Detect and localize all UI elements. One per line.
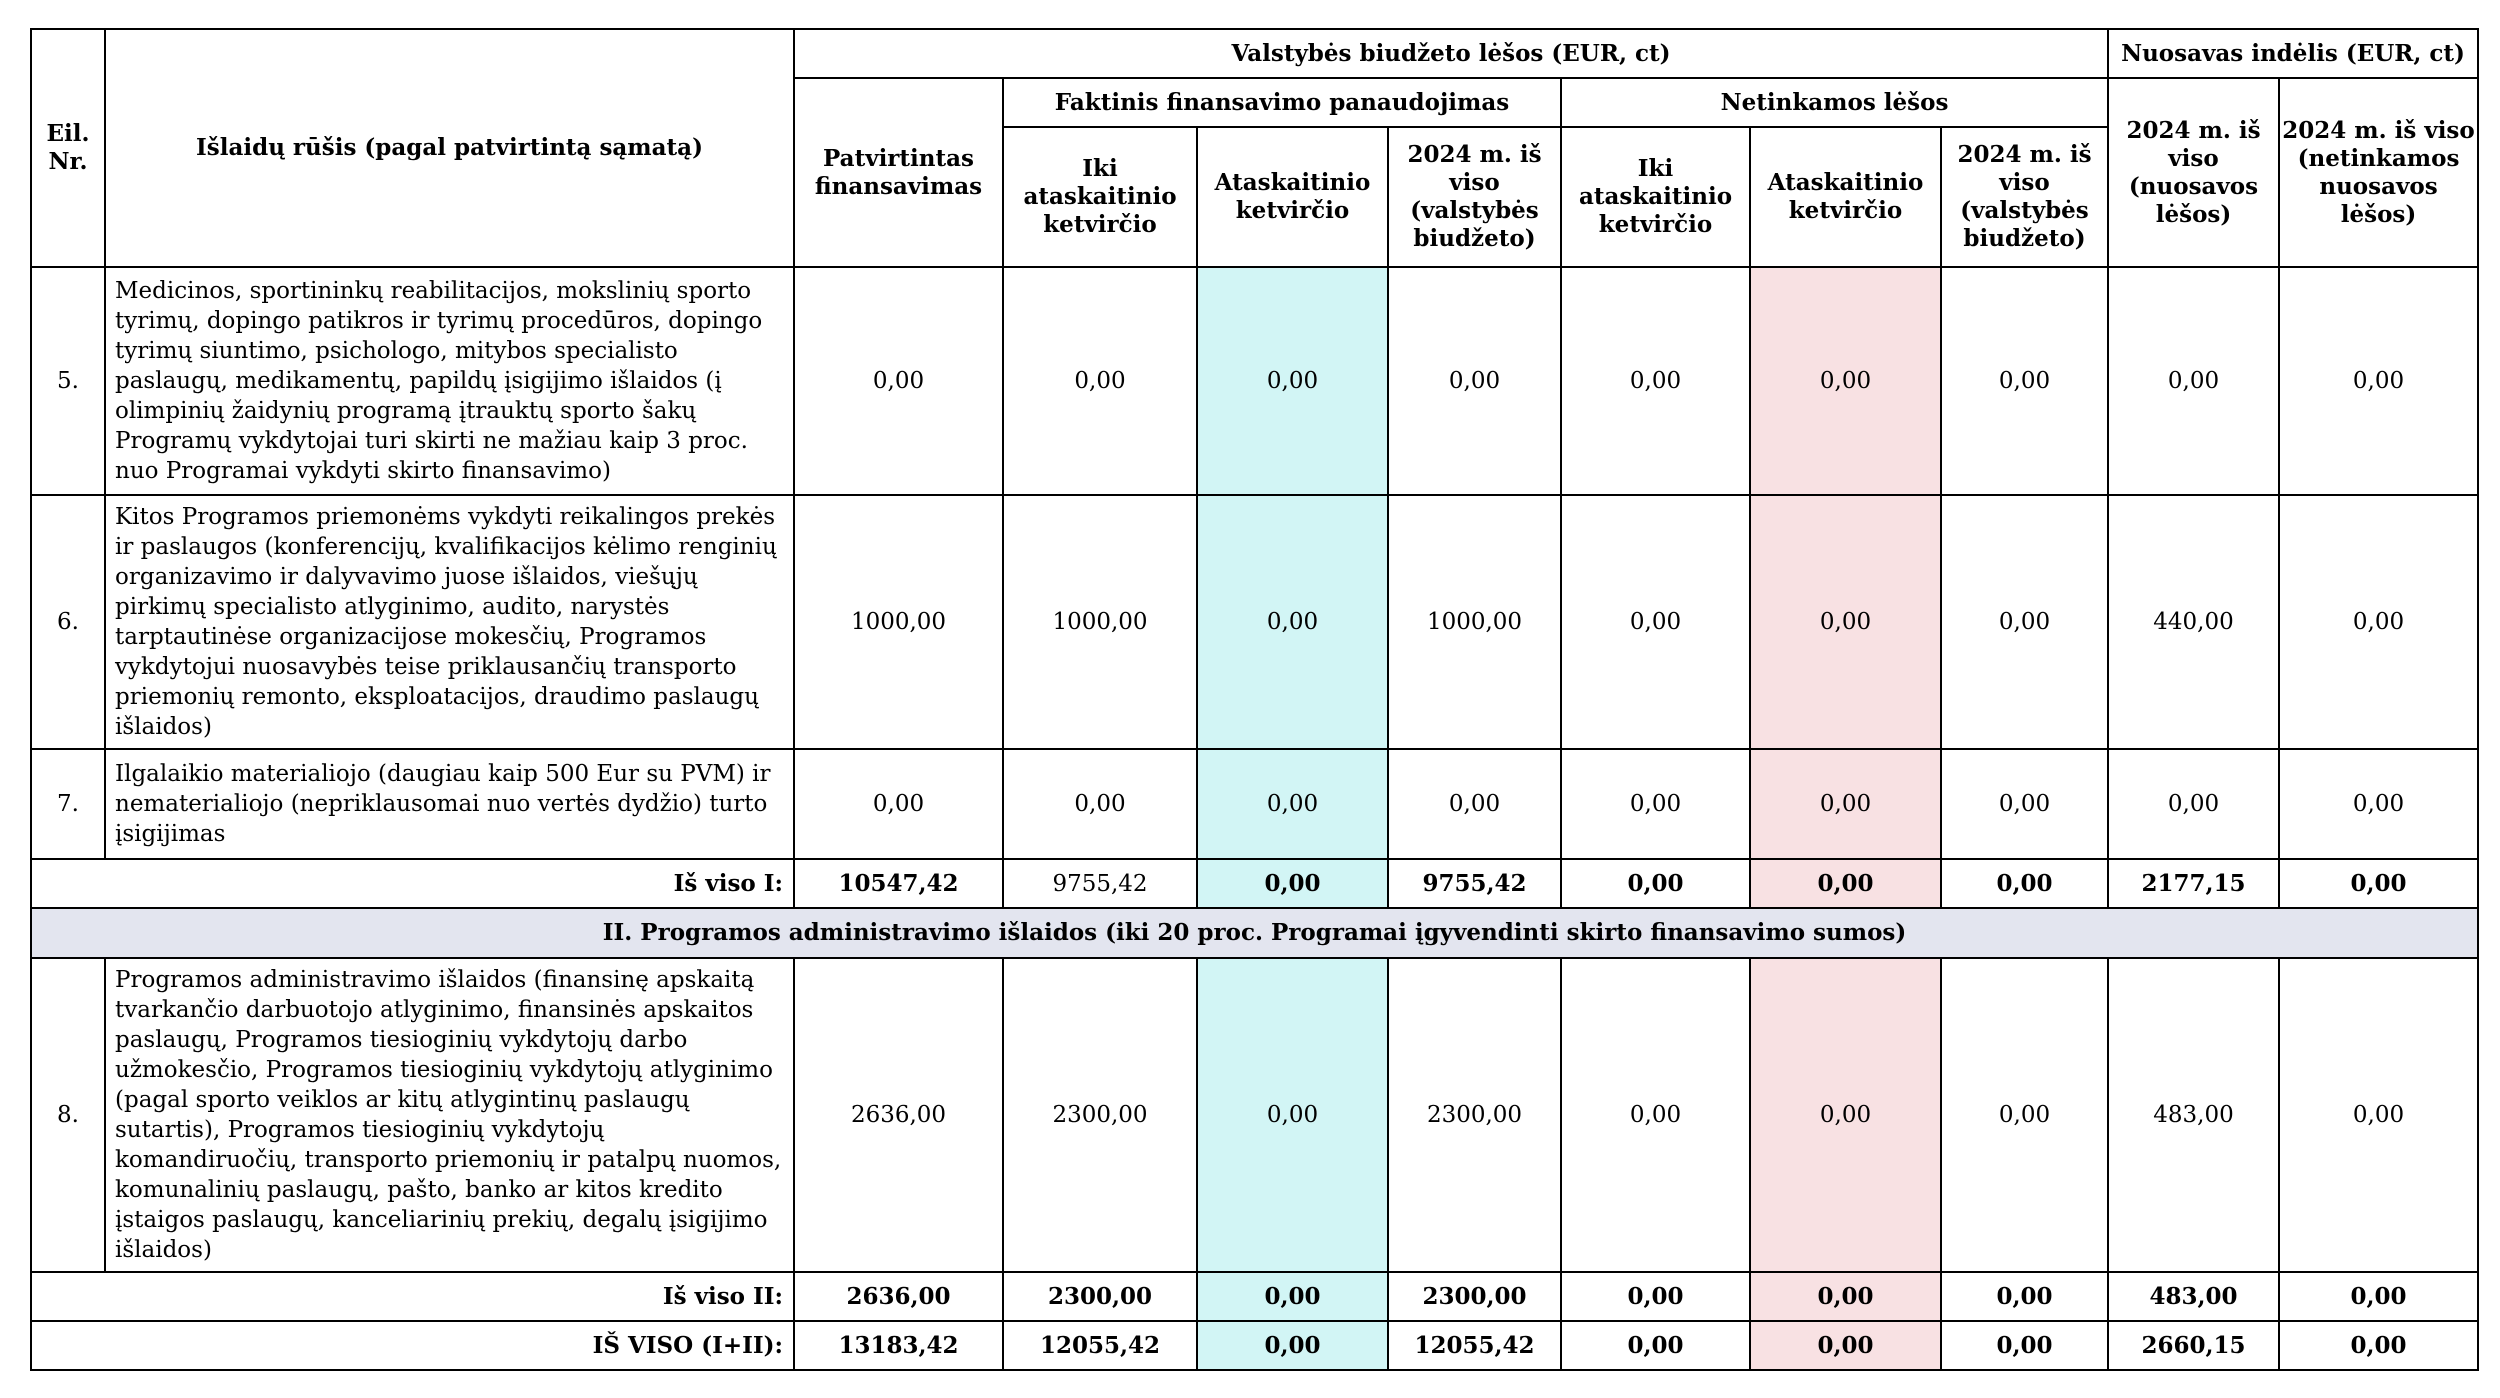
header-state-budget: Valstybės biudžeto lėšos (EUR, ct) [794, 29, 2108, 78]
total-ineligible-reporting-value: 0,00 [1750, 1272, 1941, 1321]
ineligible-until-value: 0,00 [1561, 495, 1750, 749]
own-total-2024-value: 440,00 [2108, 495, 2279, 749]
header-ineligible-reporting-quarter: Ataskaitinio ketvirčio [1750, 127, 1941, 267]
grand-total-own-ineligible-value: 0,00 [2279, 1321, 2478, 1370]
total-ineligible-until-value: 0,00 [1561, 1272, 1750, 1321]
ineligible-until-value: 0,00 [1561, 267, 1750, 495]
total-ineligible-2024-value: 0,00 [1941, 859, 2108, 908]
until-quarter-value: 0,00 [1003, 267, 1197, 495]
total-ineligible-2024-value: 0,00 [1941, 1272, 2108, 1321]
own-total-2024-value: 0,00 [2108, 267, 2279, 495]
header-ineligible-funds: Netinkamos lėšos [1561, 78, 2108, 127]
approved-financing-value: 2636,00 [794, 958, 1003, 1272]
grand-total-ineligible-2024-value: 0,00 [1941, 1321, 2108, 1370]
reporting-quarter-value: 0,00 [1197, 495, 1388, 749]
total-2024-state-value: 0,00 [1388, 267, 1561, 495]
total-approved-value: 2636,00 [794, 1272, 1003, 1321]
header-until-reporting-quarter: Iki ataskaitinio ketvirčio [1003, 127, 1197, 267]
total-approved-value: 10547,42 [794, 859, 1003, 908]
header-own-total-2024: 2024 m. iš viso (nuosavos lėšos) [2108, 78, 2279, 267]
own-total-2024-value: 0,00 [2108, 749, 2279, 859]
row-number: 6. [31, 495, 105, 749]
reporting-quarter-value: 0,00 [1197, 749, 1388, 859]
total-own-2024-value: 483,00 [2108, 1272, 2279, 1321]
ineligible-total-2024-value: 0,00 [1941, 958, 2108, 1272]
total-ineligible-reporting-value: 0,00 [1750, 859, 1941, 908]
until-quarter-value: 1000,00 [1003, 495, 1197, 749]
section-ii-row [31, 908, 2478, 958]
ineligible-reporting-value: 0,00 [1750, 749, 1941, 859]
total-own-ineligible-value: 0,00 [2279, 859, 2478, 908]
row-number: 7. [31, 749, 105, 859]
until-quarter-value: 2300,00 [1003, 958, 1197, 1272]
ineligible-total-2024-value: 0,00 [1941, 749, 2108, 859]
header-own-contribution: Nuosavas indėlis (EUR, ct) [2108, 29, 2478, 78]
grand-total-ineligible-until-value: 0,00 [1561, 1321, 1750, 1370]
table-row [31, 267, 2478, 495]
header-actual-use: Faktinis finansavimo panaudojimas [1003, 78, 1561, 127]
header-ineligible-total-2024: 2024 m. iš viso (valstybės biudžeto) [1941, 127, 2108, 267]
header-ineligible-until-quarter: Iki ataskaitinio ketvirčio [1561, 127, 1750, 267]
total-until-quarter-value: 9755,42 [1003, 859, 1197, 908]
row-number: 8. [31, 958, 105, 1272]
expense-description: Ilgalaikio materialiojo (daugiau kaip 500 Eur su PVM) ir nematerialiojo (nepriklausomai nuo vertės dydžio) turto įsigijimas [105, 749, 794, 859]
table-body [31, 267, 2478, 1370]
total-label: Iš viso I: [31, 859, 794, 908]
total-2024-state-value: 1000,00 [1388, 495, 1561, 749]
grand-total-row [31, 1321, 2478, 1370]
approved-financing-value: 0,00 [794, 267, 1003, 495]
total-own-ineligible-value: 0,00 [2279, 1272, 2478, 1321]
header-expense-type: Išlaidų rūšis (pagal patvirtintą sąmatą) [105, 29, 794, 267]
section-title: II. Programos administravimo išlaidos (iki 20 proc. Programai įgyvendinti skirto finansavimo sumos) [31, 908, 2478, 958]
total-2024-state-value: 9755,42 [1388, 859, 1561, 908]
total-reporting-quarter-value: 0,00 [1197, 1272, 1388, 1321]
own-ineligible-2024-value: 0,00 [2279, 267, 2478, 495]
expense-description: Programos administravimo išlaidos (finansinę apskaitą tvarkančio darbuotojo atlyginimo, finansinės apskaitos paslaugų, Programos tiesioginių vykdytojų darbo užmokesčio, Programos tiesioginių vykdytojų atlyginimo (pagal sporto veiklos ar kitų atlygintinų paslaugų sutartis), Programos tiesioginių vykdytojų komandiruočių, transporto priemonių ir patalpų nuomos, komunalinių paslaugų, pašto, banko ar kitos kredito įstaigos paslaugų, kanceliarinių prekių, degalų įsigijimo išlaidos) [105, 958, 794, 1272]
expense-description: Kitos Programos priemonėms vykdyti reikalingos prekės ir paslaugos (konferencijų, kvalifikacijos kėlimo renginių organizavimo ir dalyvavimo juose išlaidos, viešųjų pirkimų specialisto atlyginimo, audito, narystės tarptautinėse organizacijose mokesčių, Programos vykdytojui nuosavybės teise priklausančių transporto priemonių remonto, eksploatacijos, draudimo paslaugų išlaidos) [105, 495, 794, 749]
row-number: 5. [31, 267, 105, 495]
total-reporting-quarter-value: 0,00 [1197, 859, 1388, 908]
until-quarter-value: 0,00 [1003, 749, 1197, 859]
reporting-quarter-value: 0,00 [1197, 267, 1388, 495]
expense-description: Medicinos, sportininkų reabilitacijos, mokslinių sporto tyrimų, dopingo patikros ir tyrimų procedūros, dopingo tyrimų siuntimo, psichologo, mitybos specialisto paslaugų, medikamentų, papildų įsigijimo išlaidos (į olimpinių žaidynių programą įtrauktų sporto šakų Programų vykdytojai turi skirti ne mažiau kaip 3 proc. nuo Programai vykdyti skirto finansavimo) [105, 267, 794, 495]
grand-total-approved-value: 13183,42 [794, 1321, 1003, 1370]
own-ineligible-2024-value: 0,00 [2279, 749, 2478, 859]
header-row-number: Eil. Nr. [31, 29, 105, 267]
grand-total-ineligible-reporting-value: 0,00 [1750, 1321, 1941, 1370]
grand-total-label: IŠ VISO (I+II): [31, 1321, 794, 1370]
table-header [31, 29, 2478, 267]
own-ineligible-2024-value: 0,00 [2279, 495, 2478, 749]
grand-total-2024-state-value: 12055,42 [1388, 1321, 1561, 1370]
total-row-ii [31, 1272, 2478, 1321]
grand-total-reporting-quarter-value: 0,00 [1197, 1321, 1388, 1370]
ineligible-reporting-value: 0,00 [1750, 958, 1941, 1272]
grand-total-until-quarter-value: 12055,42 [1003, 1321, 1197, 1370]
approved-financing-value: 1000,00 [794, 495, 1003, 749]
ineligible-total-2024-value: 0,00 [1941, 267, 2108, 495]
grand-total-own-2024-value: 2660,15 [2108, 1321, 2279, 1370]
table-row [31, 958, 2478, 1272]
ineligible-reporting-value: 0,00 [1750, 495, 1941, 749]
total-2024-state-value: 2300,00 [1388, 1272, 1561, 1321]
header-reporting-quarter: Ataskaitinio ketvirčio [1197, 127, 1388, 267]
reporting-quarter-value: 0,00 [1197, 958, 1388, 1272]
total-2024-state-value: 0,00 [1388, 749, 1561, 859]
ineligible-total-2024-value: 0,00 [1941, 495, 2108, 749]
table-row [31, 495, 2478, 749]
total-row-i [31, 859, 2478, 908]
total-label: Iš viso II: [31, 1272, 794, 1321]
total-ineligible-until-value: 0,00 [1561, 859, 1750, 908]
total-until-quarter-value: 2300,00 [1003, 1272, 1197, 1321]
approved-financing-value: 0,00 [794, 749, 1003, 859]
header-total-2024-state: 2024 m. iš viso (valstybės biudžeto) [1388, 127, 1561, 267]
own-ineligible-2024-value: 0,00 [2279, 958, 2478, 1272]
ineligible-until-value: 0,00 [1561, 749, 1750, 859]
header-own-ineligible-2024: 2024 m. iš viso (netinkamos nuosavos lėšos) [2279, 78, 2478, 267]
total-2024-state-value: 2300,00 [1388, 958, 1561, 1272]
own-total-2024-value: 483,00 [2108, 958, 2279, 1272]
header-approved-financing: Patvirtintas finansavimas [794, 78, 1003, 267]
budget-report-table [30, 28, 2479, 1371]
total-own-2024-value: 2177,15 [2108, 859, 2279, 908]
ineligible-reporting-value: 0,00 [1750, 267, 1941, 495]
table-row [31, 749, 2478, 859]
ineligible-until-value: 0,00 [1561, 958, 1750, 1272]
